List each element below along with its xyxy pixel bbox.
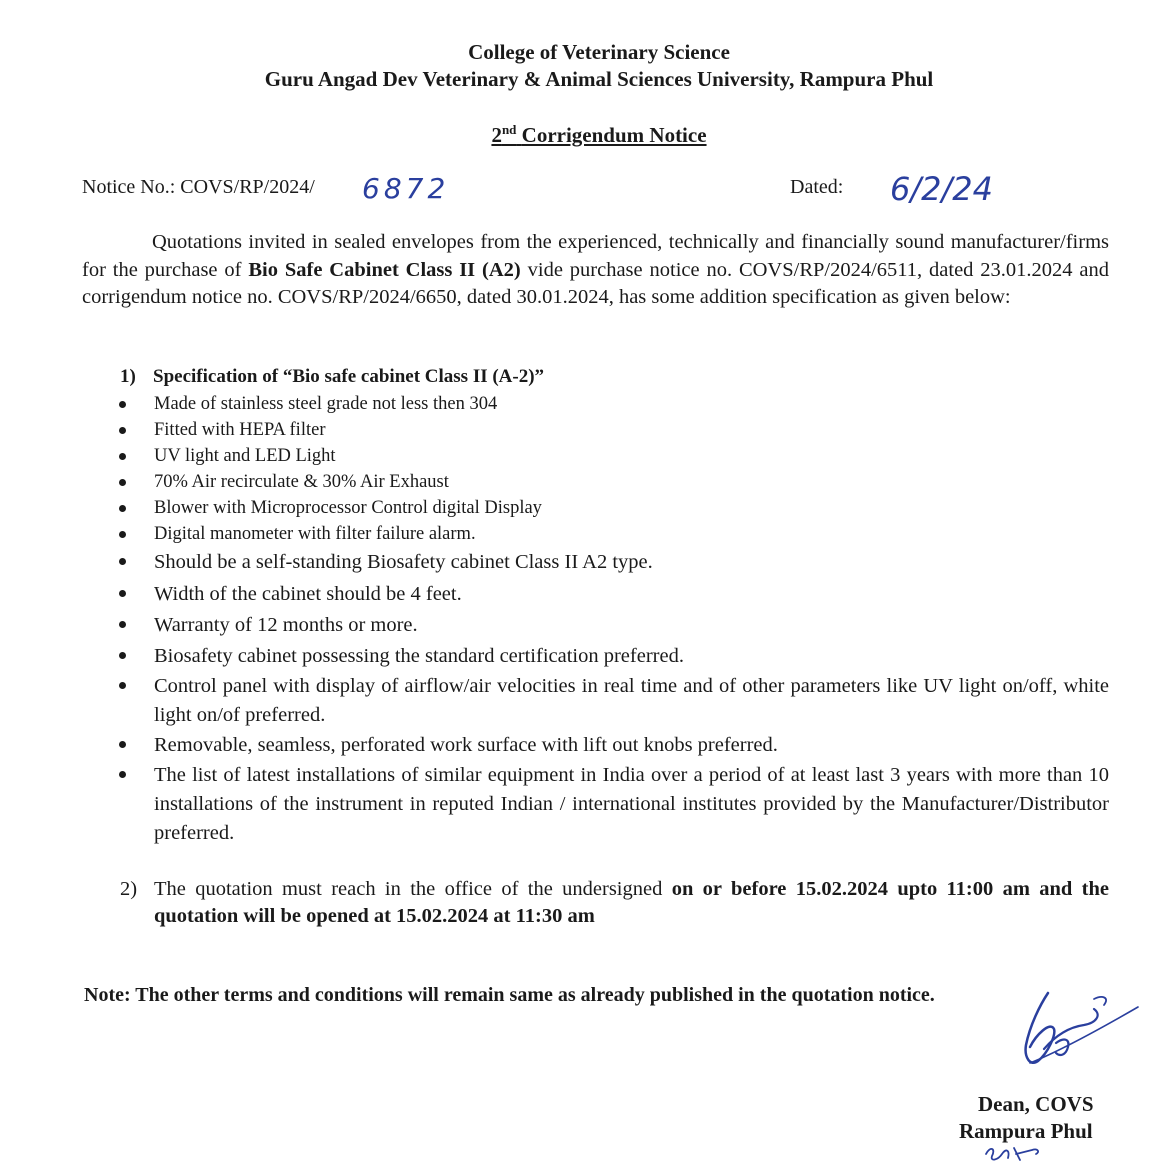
dated-label: Dated: [790,176,844,198]
intro-text-2: vide purchase notice no. COVS/RP/2024/6511, dated 23.01.2024 and corrigendum notice no. COVS/RP/2024/6650, dated 30.01.2024, has some addition specification as given below: [82,258,1110,308]
university-name: Guru Angad Dev Veterinary & Animal Sciences University, Rampura Phul [264,67,934,91]
list-item-text: Digital manometer with filter failure alarm. [154,524,476,544]
list-item-text: UV light and LED Light [154,446,336,466]
list-item-text: Removable, seamless, perforated work surface with lift out knobs preferred. [154,734,778,756]
intro-paragraph [82,229,1109,312]
deadline-number: 2) [120,878,138,900]
initials-mark [980,1140,1050,1164]
spec-heading [120,366,544,388]
list-item-text: Width of the cabinet should be 4 feet. [154,583,462,605]
list-item [154,642,1154,671]
notice-title [0,122,1158,148]
institution-name: College of Veterinary Science [468,40,730,64]
bullet [119,505,126,512]
deadline-text [154,876,1109,930]
list-item [154,495,1154,521]
title-ordinal: 2 [491,123,502,147]
signatory-title: Dean, COVS [978,1092,1094,1116]
bullet [119,531,126,538]
bullet [119,558,126,565]
bullet [119,741,126,748]
list-item [154,443,1154,469]
list-item-text: Blower with Microprocessor Control digital Display [154,498,542,518]
spec-number: 1) [120,366,136,387]
list-item-text: Biosafety cabinet possessing the standard certification preferred. [154,645,684,667]
list-item [154,611,1154,640]
bullet [119,427,126,434]
list-item [154,548,1154,577]
bullet [119,771,126,778]
intro-bold-item: Bio Safe Cabinet Class II (A2) [248,258,521,281]
list-item-text: Made of stainless steel grade not less then 304 [154,394,498,414]
signature-mark [1000,985,1140,1085]
handwritten-date: 6/2/24 [890,170,993,208]
spec-heading-text: Specification of “Bio safe cabinet Class II (A-2)” [153,366,545,387]
list-item [154,580,1154,609]
deadline-text-1: The quotation must reach in the office of the undersigned [154,878,672,900]
bullet [119,479,126,486]
list-item-text: The list of latest installations of similar equipment in India over a period of at least last 3 years with more than 10 installations of the instrument in reputed Indian / international institutes provided by the Manufacturer/Distributor preferred. [154,764,1109,844]
list-item [154,469,1154,495]
note-text: Note: The other terms and conditions will remain same as already published in the quotation notice. [84,984,935,1006]
list-item-text: Should be a self-standing Biosafety cabinet Class II A2 type. [154,551,653,573]
bullet [119,453,126,460]
bullet [119,682,126,689]
list-item-text: 70% Air recirculate & 30% Air Exhaust [154,472,449,492]
list-item [154,761,1109,848]
signatory-place: Rampura Phul [959,1119,1093,1143]
notice-number-label: Notice No.: COVS/RP/2024/ [82,176,315,198]
title-text: Corrigendum Notice [521,123,707,147]
list-item-text: Warranty of 12 months or more. [154,614,418,636]
intro-text-1: Quotations invited in sealed envelopes from the experienced, technically and financially sound manufacturer/firms for the purchase of [82,231,1109,281]
bullet [119,652,126,659]
list-item [154,417,1154,443]
bullet [119,621,126,628]
list-item [154,521,1154,547]
list-item [154,391,1154,417]
list-item-text: Control panel with display of airflow/air velocities in real time and of other parameters like UV light on/off, white light on/of preferred. [154,675,1109,726]
list-item [154,731,1154,760]
deadline-bold: on or before 15.02.2024 upto 11:00 am and the quotation will be opened at 15.02.2024 at 11:30 am [154,878,1109,927]
list-item-text: Fitted with HEPA filter [154,420,326,440]
bullet [119,401,126,408]
handwritten-notice-number: 6872 [362,172,450,205]
list-item [154,672,1109,730]
title-ordinal-suffix: nd [501,122,517,137]
bullet [119,590,126,597]
